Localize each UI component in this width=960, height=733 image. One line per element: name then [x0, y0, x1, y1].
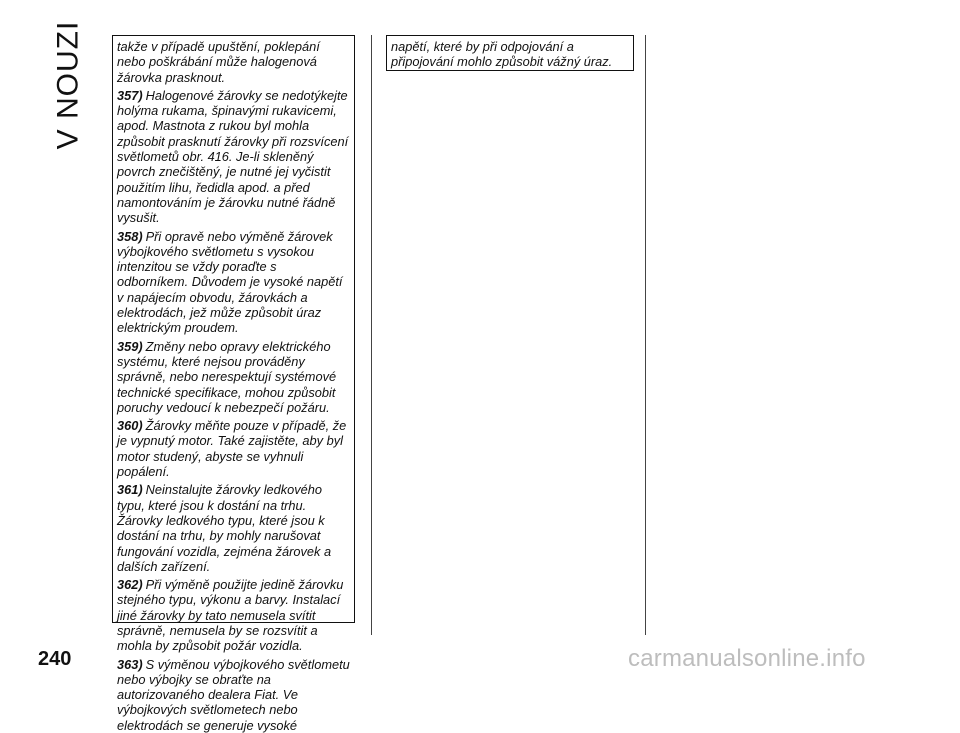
warning-item-360 — [117, 418, 350, 479]
warning-number: 357) — [117, 87, 143, 103]
warning-item-363 — [117, 657, 350, 733]
warning-text: Změny nebo opravy elektrického systému, které nejsou prováděny správně, nebo nerespektují systémové technické specifikace, mohou způsobit poruchy vedoucí k nebezpečí požáru. — [117, 338, 337, 415]
warning-item-357 — [117, 88, 350, 226]
warning-number: 359) — [117, 338, 143, 354]
warning-text: Žárovky měňte pouze v případě, že je vypnutý motor. Také zajistěte, aby byl motor studený, abyste se vyhnuli popálení. — [117, 418, 347, 480]
warning-text: Halogenové žárovky se nedotýkejte holýma rukama, špinavými rukavicemi, apod. Mastnota z rukou byl mohla způsobit prasknutí žárovky při rozsvícení světlometů obr. 416. Je-li skleněný povrch znečištěný, je nutné jej vyčistit použitím lihu, ředidla apod. a před namontováním je žárovku nutné řádně vysušit. — [117, 87, 349, 226]
column-divider — [371, 35, 372, 635]
warning-number: 358) — [117, 228, 143, 244]
warning-number: 362) — [117, 577, 143, 593]
warning-intro: takže v případě upuštění, poklepání nebo poškrábání může halogenová žárovka prasknout. — [117, 39, 320, 85]
section-title — [48, 20, 88, 150]
column-divider — [645, 35, 646, 635]
warning-item-358 — [117, 229, 350, 336]
warning-continuation: napětí, které by při odpojování a připojování mohlo způsobit vážný úraz. — [391, 39, 613, 70]
warning-text: Neinstalujte žárovky ledkového typu, které jsou k dostání na trhu. Žárovky ledkového typu, které jsou k dostání na trhu, by mohly narušovat fungování vozidla, zejména žárovek a dalších zařízení. — [117, 482, 332, 574]
warning-text: Při výměně použijte jedině žárovku stejného typu, výkonu a barvy. Instalací jiné žárovky by tato nemusela svítit správně, nemusela by se rozsvítit a mohla by způsobit požár vozidla. — [117, 577, 344, 654]
warning-number: 363) — [117, 656, 143, 672]
section-title-text: V NOUZI — [51, 20, 85, 150]
warning-text: S výměnou výbojkového světlometu nebo výbojky se obraťte na autorizovaného dealera Fiat. Ve výbojkových světlometech nebo elektrodách se generuje vysoké — [117, 656, 350, 733]
warning-box-left — [112, 35, 355, 733]
warning-box-right — [386, 35, 634, 71]
page-number: 240 — [38, 648, 72, 670]
warning-number: 360) — [117, 418, 143, 434]
warning-text: Při opravě nebo výměně žárovek výbojkového světlometu s vysokou intenzitou se vždy poraďte s odborníkem. Důvodem je vysoké napětí v napájecím obvodu, žárovkách a elektrodách, jež může způsobit úraz elektrickým proudem. — [117, 228, 343, 336]
warning-number: 361) — [117, 482, 143, 498]
watermark: carmanualsonline.info — [628, 645, 866, 672]
warning-item-361 — [117, 482, 350, 574]
warning-item-362 — [117, 577, 350, 653]
warning-item-359 — [117, 339, 350, 415]
